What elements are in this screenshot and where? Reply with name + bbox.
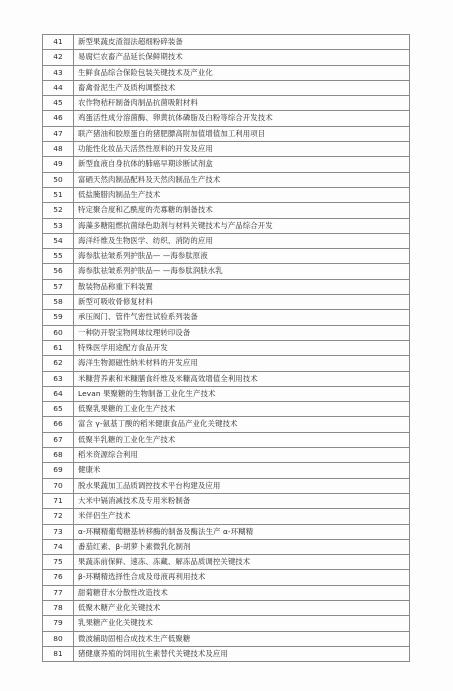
table-row — [43, 616, 410, 631]
table-row — [43, 509, 410, 524]
row-number: 41 — [43, 35, 74, 50]
project-name: 猪健康养殖的饲用抗生素替代关键技术及应用 — [74, 646, 410, 661]
table-row — [43, 585, 410, 600]
table-row — [43, 386, 410, 401]
project-name: 海洋生物源磁性纳米材料的开发应用 — [74, 356, 410, 371]
table-row — [43, 478, 410, 493]
table-row — [43, 279, 410, 294]
row-number: 74 — [43, 539, 74, 554]
project-name: 新型血液自身抗体的肺癌早期诊断试剂盒 — [74, 157, 410, 172]
row-number: 67 — [43, 432, 74, 447]
project-name: 低聚木糖产业化关键技术 — [74, 600, 410, 615]
row-number: 65 — [43, 402, 74, 417]
row-number: 62 — [43, 356, 74, 371]
row-number: 49 — [43, 157, 74, 172]
row-number: 47 — [43, 126, 74, 141]
row-number: 80 — [43, 631, 74, 646]
project-name: 番茄红素、β-胡萝卜素微乳化制剂 — [74, 539, 410, 554]
project-name: 果蔬冻前保鲜、速冻、冻藏、解冻品质调控关键技术 — [74, 555, 410, 570]
project-name: 农作物秸秆制备肉制品抗菌吸附材料 — [74, 96, 410, 111]
row-number: 72 — [43, 509, 74, 524]
project-name: 富硒天然肉制品配料及天然肉制品生产技术 — [74, 172, 410, 187]
project-name: 低聚乳果糖的工业化生产技术 — [74, 402, 410, 417]
table-row — [43, 111, 410, 126]
table-row — [43, 539, 410, 554]
table-row — [43, 264, 410, 279]
project-name: 易腐烂农畜产品延长保鲜期技术 — [74, 50, 410, 65]
project-name: 微波辅助固相合成技术生产低聚糖 — [74, 631, 410, 646]
project-name: 脱水果蔬加工品质调控技术平台构建及应用 — [74, 478, 410, 493]
table-row — [43, 249, 410, 264]
project-name: Levan 果聚糖的生物制备工业化生产技术 — [74, 386, 410, 401]
table-row — [43, 448, 410, 463]
table-row — [43, 96, 410, 111]
row-number: 55 — [43, 249, 74, 264]
row-number: 45 — [43, 96, 74, 111]
project-name: 低盐腌腊肉制品生产技术 — [74, 187, 410, 202]
row-number: 78 — [43, 600, 74, 615]
table-row — [43, 631, 410, 646]
row-number: 59 — [43, 310, 74, 325]
project-name: 甜菊糖苷水分散性改造技术 — [74, 585, 410, 600]
project-name: 低聚半乳糖的工业化生产技术 — [74, 432, 410, 447]
table-row — [43, 325, 410, 340]
table-row — [43, 65, 410, 80]
table-row — [43, 35, 410, 50]
project-name: 功能性化妆品天活然性原料的开发及应用 — [74, 142, 410, 157]
project-name: 联产猪油和胶原蛋白的猪肥膘高附加值增值加工利用项目 — [74, 126, 410, 141]
row-number: 68 — [43, 448, 74, 463]
row-number: 71 — [43, 493, 74, 508]
table-row — [43, 371, 410, 386]
table-row — [43, 80, 410, 95]
row-number: 44 — [43, 80, 74, 95]
project-name: 稻米资源综合利用 — [74, 448, 410, 463]
project-name: 海洋纤维及生物医学、纺织、消防的应用 — [74, 233, 410, 248]
table-row — [43, 203, 410, 218]
project-name: 米糠营养素和米糠膳食纤维及米糠高效增值全利用技术 — [74, 371, 410, 386]
project-name: 特定聚合度和乙酰度的壳寡糖的制备技术 — [74, 203, 410, 218]
table-row — [43, 218, 410, 233]
row-number: 46 — [43, 111, 74, 126]
table-row — [43, 187, 410, 202]
row-number: 77 — [43, 585, 74, 600]
table-row — [43, 524, 410, 539]
project-name: 生鲜食品综合保险包装关键技术及产业化 — [74, 65, 410, 80]
row-number: 81 — [43, 646, 74, 661]
row-number: 73 — [43, 524, 74, 539]
project-name: 米伴侣生产技术 — [74, 509, 410, 524]
project-name: 富含 γ-氨基丁酸的稻米健康食品产业化关键技术 — [74, 417, 410, 432]
table-row — [43, 493, 410, 508]
project-name: 海藻多糖阻燃抗菌绿色助剂与材料关键技术与产品综合开发 — [74, 218, 410, 233]
row-number: 51 — [43, 187, 74, 202]
project-table — [42, 34, 410, 662]
row-number: 58 — [43, 295, 74, 310]
table-row — [43, 417, 410, 432]
row-number: 53 — [43, 218, 74, 233]
table-row — [43, 646, 410, 661]
project-name: 新型可吸收骨修复材料 — [74, 295, 410, 310]
table-row — [43, 432, 410, 447]
row-number: 64 — [43, 386, 74, 401]
row-number: 56 — [43, 264, 74, 279]
table-row — [43, 600, 410, 615]
row-number: 50 — [43, 172, 74, 187]
table-row — [43, 463, 410, 478]
project-name: 鸡蛋活性成分溶菌酶、卵黄抗体磷脂及白粉等综合开发技术 — [74, 111, 410, 126]
project-name: 特殊医学用途配方食品开发 — [74, 340, 410, 355]
project-name: 大米中镉消减技术及专用米粉制备 — [74, 493, 410, 508]
row-number: 57 — [43, 279, 74, 294]
project-name: 承压阀门、管件气密性试验系列装备 — [74, 310, 410, 325]
row-number: 42 — [43, 50, 74, 65]
row-number: 66 — [43, 417, 74, 432]
project-table-body — [43, 35, 410, 662]
table-row — [43, 340, 410, 355]
table-row — [43, 570, 410, 585]
row-number: 52 — [43, 203, 74, 218]
table-row — [43, 233, 410, 248]
project-name: 海参肽祛皱系列护肤品— —海参肽润肤水乳 — [74, 264, 410, 279]
row-number: 70 — [43, 478, 74, 493]
table-row — [43, 157, 410, 172]
project-name: 新型果蔬皮渣湿法超细粉碎装备 — [74, 35, 410, 50]
row-number: 61 — [43, 340, 74, 355]
row-number: 76 — [43, 570, 74, 585]
row-number: 75 — [43, 555, 74, 570]
row-number: 79 — [43, 616, 74, 631]
project-name: α-环糊精葡萄糖基转移酶的制备及酶法生产 α-环糊精 — [74, 524, 410, 539]
row-number: 48 — [43, 142, 74, 157]
project-name: β-环糊精选择性合成及母液再利用技术 — [74, 570, 410, 585]
table-row — [43, 142, 410, 157]
project-name: 散装物品称重下料装置 — [74, 279, 410, 294]
table-row — [43, 310, 410, 325]
row-number: 63 — [43, 371, 74, 386]
project-name: 海参肽祛皱系列护肤品— —海参肽原液 — [74, 249, 410, 264]
table-row — [43, 172, 410, 187]
project-name: 畜禽骨泥生产及质构调整技术 — [74, 80, 410, 95]
table-row — [43, 295, 410, 310]
project-name: 乳果糖产业化关键技术 — [74, 616, 410, 631]
project-name: 健康米 — [74, 463, 410, 478]
table-row — [43, 402, 410, 417]
row-number: 54 — [43, 233, 74, 248]
project-name: 一种防开裂宝物网球纹理转印设备 — [74, 325, 410, 340]
table-row — [43, 126, 410, 141]
row-number: 69 — [43, 463, 74, 478]
table-row — [43, 356, 410, 371]
row-number: 43 — [43, 65, 74, 80]
table-row — [43, 555, 410, 570]
row-number: 60 — [43, 325, 74, 340]
table-row — [43, 50, 410, 65]
